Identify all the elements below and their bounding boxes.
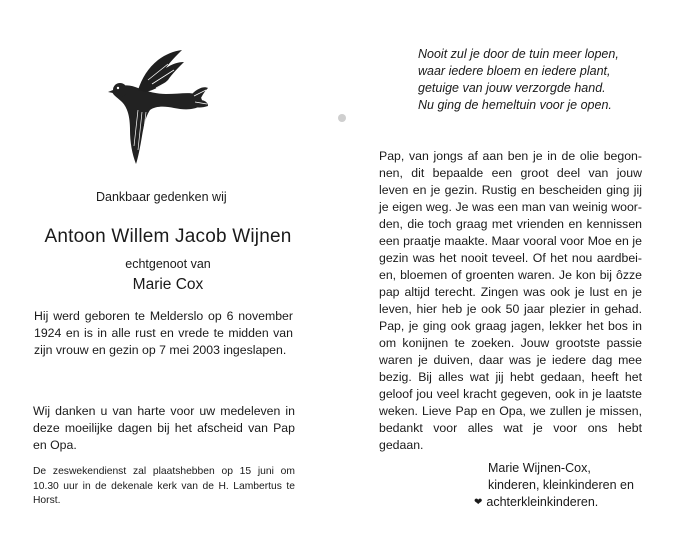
poem-line: waar iedere bloem en iedere plant, xyxy=(418,64,611,78)
poem-line: Nu ging de hemeltuin voor je open. xyxy=(418,98,612,112)
story-line: leven, hier heb je ook 50 jaar plezier in gehad. xyxy=(379,302,642,316)
poem xyxy=(418,46,668,114)
fold-dot xyxy=(338,114,346,122)
poem-line: getuige van jouw verzorgde hand. xyxy=(418,81,606,95)
dove-icon xyxy=(108,50,208,168)
story-line: geloof jou veel kracht gegeven, ook in je laatste xyxy=(379,387,642,401)
story-line: Pap, je ging ook graag jagen, lekker het bos in xyxy=(379,319,642,333)
spouse-label: echtgenoot van xyxy=(125,257,211,271)
signature-line: kinderen, kleinkinderen en xyxy=(488,478,634,492)
story-line: een praatje maakte. Maar vooral voor Moe en je xyxy=(379,234,642,248)
story-line: waren je duiven, daar was je iedere dag mee xyxy=(379,353,642,367)
story-line: je eigen weg. Je was een man van weinig woor- xyxy=(379,200,642,214)
story-line: gezin was het nooit teveel. Of het nou aardbei- xyxy=(379,251,642,265)
story-line: den, die toch graag met vrienden en kennissen xyxy=(379,217,642,231)
heart-icon: ❤ xyxy=(474,497,483,508)
story-line: en, bloemen of groenten waren. Je kon bij ôzze xyxy=(379,268,642,282)
deceased-name: Antoon Willem Jacob Wijnen xyxy=(44,226,292,247)
thanks-text: Wij danken u van harte voor uw medeleven in deze moeilijke dagen bij het afscheid van Pap en Opa. xyxy=(33,404,295,452)
story-line: om konijnen te zoeken. Jouw grootste passie xyxy=(379,336,642,350)
story-line: Pap, van jongs af aan ben je in de olie begon- xyxy=(379,149,642,163)
story-line: gedaan. xyxy=(379,438,424,452)
poem-line: Nooit zul je door de tuin meer lopen, xyxy=(418,47,619,61)
story-line: bezig. Bij alles wat jij hebt gedaan, heeft het xyxy=(379,370,642,384)
biography-text: Hij werd geboren te Melderslo op 6 november 1924 en is in alle rust en vrede te midden van zijn vrouw en gezin op 7 mei 2003 ingeslapen. xyxy=(34,309,293,357)
signature-line: Marie Wijnen-Cox, xyxy=(488,461,591,475)
story-line: leven en je gezin. Rustig en bescheiden ging jij xyxy=(379,183,642,197)
dankbaar-text: Dankbaar gedenken wij xyxy=(96,190,227,204)
spouse-name: Marie Cox xyxy=(132,276,204,293)
story-text xyxy=(379,148,642,454)
story-line: pap altijd terecht. Zingen was ook je lust en je xyxy=(379,285,642,299)
signature xyxy=(474,460,634,511)
story-line: bedankt voor alles wat je voor ons hebt xyxy=(379,421,642,435)
story-line: nen, dit bepaalde een groot deel van jouw xyxy=(379,166,642,180)
story-line: weken. Lieve Pap en Opa, we zullen je missen, xyxy=(379,404,642,418)
signature-line: achterkleinkinderen. xyxy=(486,495,599,509)
service-notice: De zeswekendienst zal plaatshebben op 15 juni om 10.30 uur in de dekenale kerk van de H. Lambertus te Horst. xyxy=(33,466,295,507)
